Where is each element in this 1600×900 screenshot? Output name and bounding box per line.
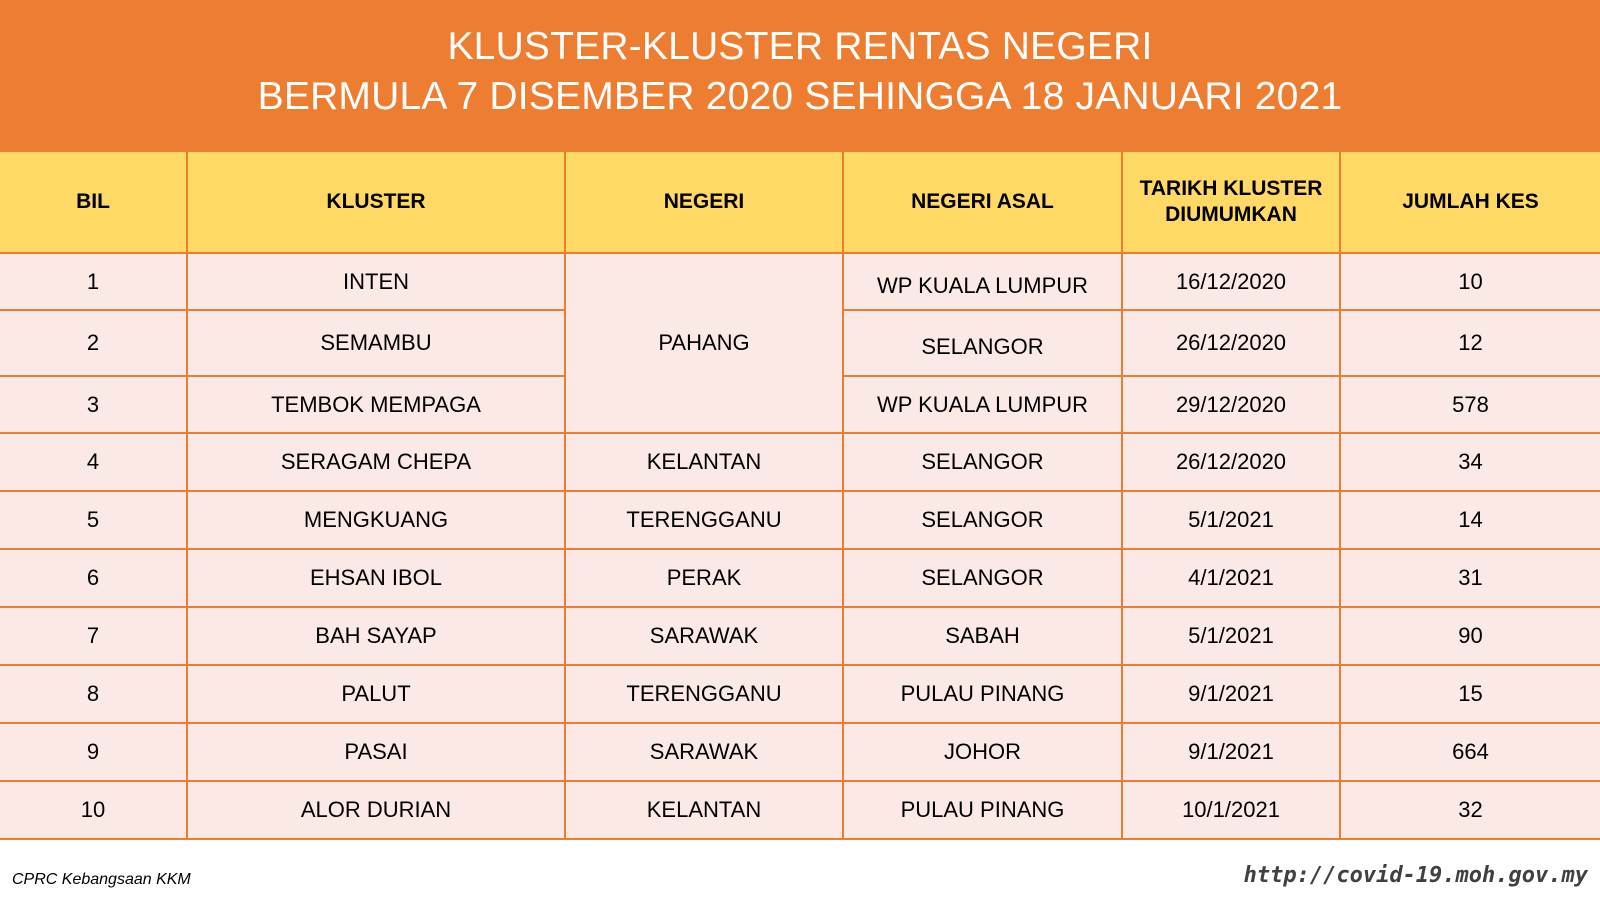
- header-negeri-asal: NEGERI ASAL: [843, 152, 1122, 253]
- cell-bil: 1: [0, 253, 187, 310]
- header-tarikh: [1122, 152, 1340, 253]
- cell-bil: 8: [0, 665, 187, 723]
- table-header: [0, 152, 1600, 253]
- cell-kluster: TEMBOK MEMPAGA: [187, 376, 565, 433]
- cell-bil: 2: [0, 310, 187, 376]
- website-url[interactable]: http://covid-19.moh.gov.my: [1243, 863, 1588, 888]
- table-row: [0, 491, 1600, 549]
- title-banner: [0, 0, 1600, 152]
- cell-negeri-merged: PAHANG: [565, 253, 843, 433]
- cell-negeri: TERENGGANU: [565, 665, 843, 723]
- header-kluster: KLUSTER: [187, 152, 565, 253]
- cell-tarikh: 9/1/2021: [1122, 665, 1340, 723]
- cell-kluster: PASAI: [187, 723, 565, 781]
- table-row: [0, 433, 1600, 491]
- cell-tarikh: 10/1/2021: [1122, 781, 1340, 839]
- cell-negeri-asal: SELANGOR: [843, 310, 1122, 376]
- table-row: [0, 253, 1600, 310]
- cell-bil: 7: [0, 607, 187, 665]
- cell-jumlah-kes: 15: [1340, 665, 1600, 723]
- cell-negeri: PERAK: [565, 549, 843, 607]
- cell-jumlah-kes: 34: [1340, 433, 1600, 491]
- header-negeri: NEGERI: [565, 152, 843, 253]
- table-row: [0, 607, 1600, 665]
- cell-kluster: EHSAN IBOL: [187, 549, 565, 607]
- cell-jumlah-kes: 90: [1340, 607, 1600, 665]
- cell-tarikh: 16/12/2020: [1122, 253, 1340, 310]
- table-row: [0, 549, 1600, 607]
- table-body: [0, 253, 1600, 839]
- cell-tarikh: 9/1/2021: [1122, 723, 1340, 781]
- cell-bil: 9: [0, 723, 187, 781]
- header-tarikh-line2: DIUMUMKAN: [1165, 203, 1297, 226]
- header-tarikh-line1: TARIKH KLUSTER: [1139, 177, 1323, 200]
- cell-kluster: INTEN: [187, 253, 565, 310]
- cell-negeri: KELANTAN: [565, 781, 843, 839]
- cell-negeri-asal: PULAU PINANG: [843, 781, 1122, 839]
- table-row: [0, 665, 1600, 723]
- cell-tarikh: 26/12/2020: [1122, 433, 1340, 491]
- table-row: [0, 781, 1600, 839]
- header-jumlah-kes: JUMLAH KES: [1340, 152, 1600, 253]
- cluster-table-container: [0, 152, 1600, 840]
- cell-jumlah-kes: 31: [1340, 549, 1600, 607]
- cell-negeri-asal: SABAH: [843, 607, 1122, 665]
- cell-jumlah-kes: 578: [1340, 376, 1600, 433]
- header-bil: BIL: [0, 152, 187, 253]
- cell-jumlah-kes: 32: [1340, 781, 1600, 839]
- cell-kluster: ALOR DURIAN: [187, 781, 565, 839]
- cell-jumlah-kes: 664: [1340, 723, 1600, 781]
- table-row: [0, 723, 1600, 781]
- title-line-1: KLUSTER-KLUSTER RENTAS NEGERI: [447, 25, 1153, 68]
- cell-tarikh: 5/1/2021: [1122, 491, 1340, 549]
- cell-negeri: SARAWAK: [565, 723, 843, 781]
- cell-negeri: TERENGGANU: [565, 491, 843, 549]
- cell-negeri-asal: WP KUALA LUMPUR: [843, 253, 1122, 310]
- source-credit: CPRC Kebangsaan KKM: [12, 871, 191, 888]
- cell-tarikh: 29/12/2020: [1122, 376, 1340, 433]
- cell-jumlah-kes: 14: [1340, 491, 1600, 549]
- cell-kluster: SERAGAM CHEPA: [187, 433, 565, 491]
- cell-tarikh: 5/1/2021: [1122, 607, 1340, 665]
- cell-negeri-asal: PULAU PINANG: [843, 665, 1122, 723]
- cell-jumlah-kes: 10: [1340, 253, 1600, 310]
- cell-negeri: SARAWAK: [565, 607, 843, 665]
- cell-negeri: KELANTAN: [565, 433, 843, 491]
- cell-bil: 3: [0, 376, 187, 433]
- cell-negeri-asal: SELANGOR: [843, 549, 1122, 607]
- cell-negeri-asal: SELANGOR: [843, 491, 1122, 549]
- cell-jumlah-kes: 12: [1340, 310, 1600, 376]
- cell-bil: 4: [0, 433, 187, 491]
- cell-negeri-asal: SELANGOR: [843, 433, 1122, 491]
- cell-kluster: PALUT: [187, 665, 565, 723]
- cell-bil: 10: [0, 781, 187, 839]
- cluster-table: [0, 152, 1600, 840]
- cell-kluster: MENGKUANG: [187, 491, 565, 549]
- cell-tarikh: 4/1/2021: [1122, 549, 1340, 607]
- header-row: [0, 152, 1600, 253]
- cell-tarikh: 26/12/2020: [1122, 310, 1340, 376]
- cell-negeri-asal: JOHOR: [843, 723, 1122, 781]
- cell-negeri-asal: WP KUALA LUMPUR: [843, 376, 1122, 433]
- cell-kluster: SEMAMBU: [187, 310, 565, 376]
- cell-bil: 5: [0, 491, 187, 549]
- cell-kluster: BAH SAYAP: [187, 607, 565, 665]
- cell-bil: 6: [0, 549, 187, 607]
- title-line-2: BERMULA 7 DISEMBER 2020 SEHINGGA 18 JANUARI 2021: [257, 75, 1343, 118]
